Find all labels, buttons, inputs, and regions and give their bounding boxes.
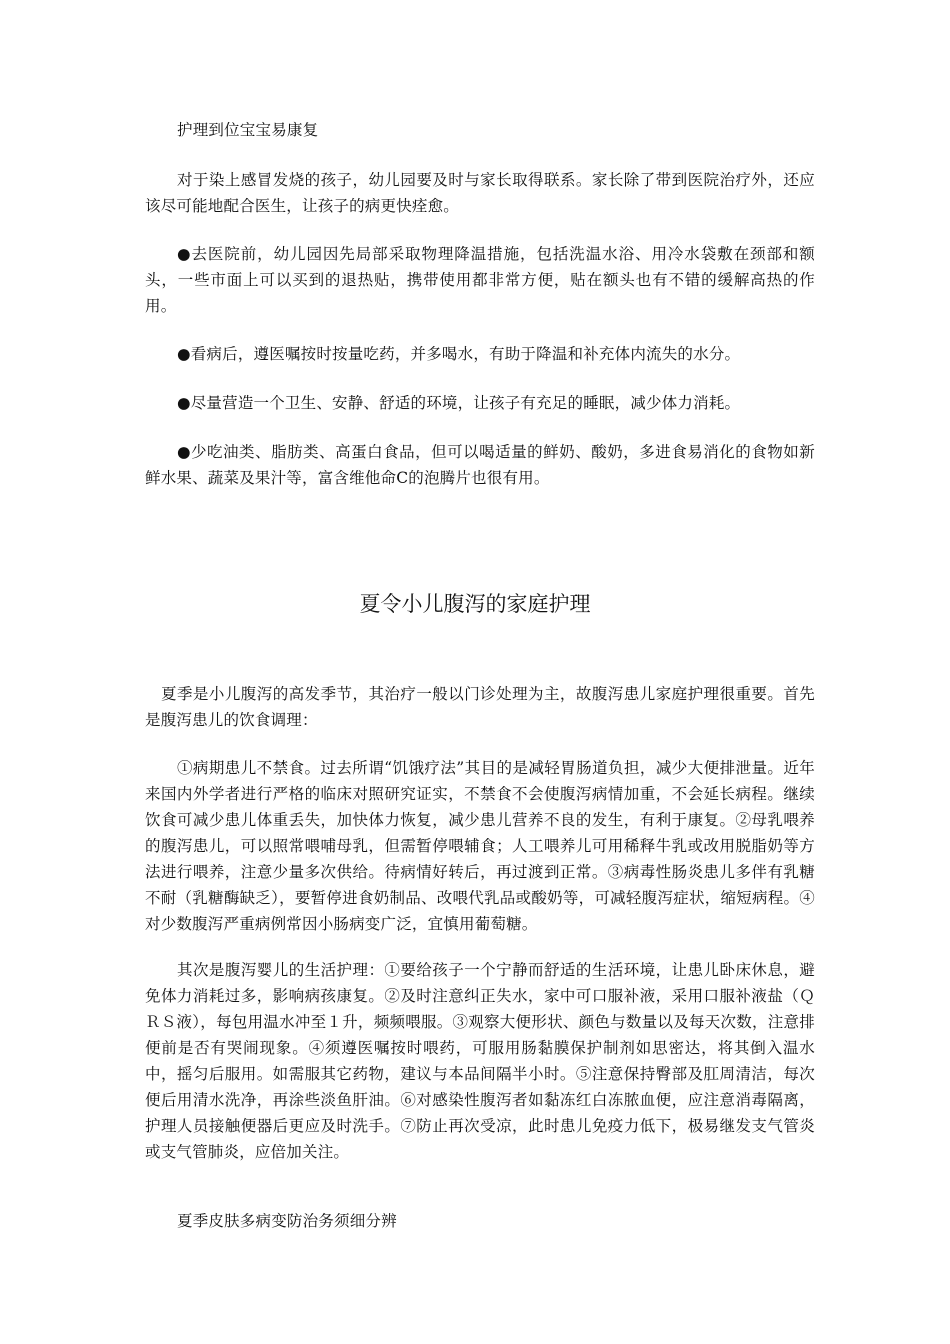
bullet-paragraph: ●看病后，遵医嘱按时按量吃药，并多喝水，有助于降温和补充体内流失的水分。 [177, 345, 741, 363]
section-heading-care: 护理到位宝宝易康复 [177, 121, 319, 139]
bullet-paragraph: ●尽量营造一个卫生、安静、舒适的环境，让孩子有充足的睡眠，减少体力消耗。 [177, 394, 741, 412]
bullet-paragraph: ●少吃油类、脂肪类、高蛋白食品，但可以喝适量的鲜奶、酸奶，多进食易消化的食物如新鲜水果、蔬菜及果汁等，富含维他命C的泡腾片也很有用。 [145, 443, 815, 487]
article-intro-paragraph: 夏季是小儿腹泻的高发季节，其治疗一般以门诊处理为主，故腹泻患儿家庭护理很重要。首先是腹泻患儿的饮食调理： [145, 685, 815, 729]
bullet-paragraph: ●去医院前，幼儿园因先局部采取物理降温措施，包括洗温水浴、用冷水袋敷在颈部和额头，一些市面上可以买到的退热贴，携带使用都非常方便，贴在额头也有不错的缓解高热的作用。 [145, 245, 815, 315]
next-section-heading: 夏季皮肤多病变防治务须细分辨 [177, 1212, 397, 1230]
intro-paragraph: 对于染上感冒发烧的孩子，幼儿园要及时与家长取得联系。家长除了带到医院治疗外，还应该尽可能地配合医生，让孩子的病更快痊愈。 [145, 171, 815, 215]
diet-paragraph: ①病期患儿不禁食。过去所谓“饥饿疗法”其目的是减轻胃肠道负担，减少大便排泄量。近年来国内外学者进行严格的临床对照研究证实，不禁食不会使腹泻病情加重，不会延长病程。继续饮食可减少患儿体重丢失，加快体力恢复，减少患儿营养不良的发生，有利于康复。②母乳喂养的腹泻患儿，可以照常喂哺母乳，但需暂停喂辅食；人工喂养儿可用稀释牛乳或改用脱脂奶等方法进行喂养，注意少量多次供给。待病情好转后，再过渡到正常。③病毒性肠炎患儿多伴有乳糖不耐（乳糖酶缺乏），要暂停进食奶制品、改喂代乳品或酸奶等，可减轻腹泻症状，缩短病程。④对少数腹泻严重病例常因小肠病变广泛，宜慎用葡萄糖。 [145, 759, 815, 933]
article-title: 夏令小儿腹泻的家庭护理 [359, 592, 591, 616]
care-paragraph: 其次是腹泻婴儿的生活护理：①要给孩子一个宁静而舒适的生活环境，让患儿卧床休息，避免体力消耗过多，影响病孩康复。②及时注意纠正失水，家中可口服补液，采用口服补液盐（ＱＲＳ液），每包用温水冲至１升，频频喂服。③观察大便形状、颜色与数量以及每天次数，注意排便前是否有哭闹现象。④须遵医嘱按时喂药，可服用肠黏膜保护制剂如思密达，将其倒入温水中，摇匀后服用。如需服其它药物，建议与本品间隔半小时。⑤注意保持臀部及肛周清洁，每次便后用清水洗净，再涂些淡鱼肝油。⑥对感染性腹泻者如黏冻红白冻脓血便，应注意消毒隔离，护理人员接触便器后更应及时洗手。⑦防止再次受凉，此时患儿免疫力低下，极易继发支气管炎或支气管肺炎，应倍加关注。 [145, 961, 815, 1161]
